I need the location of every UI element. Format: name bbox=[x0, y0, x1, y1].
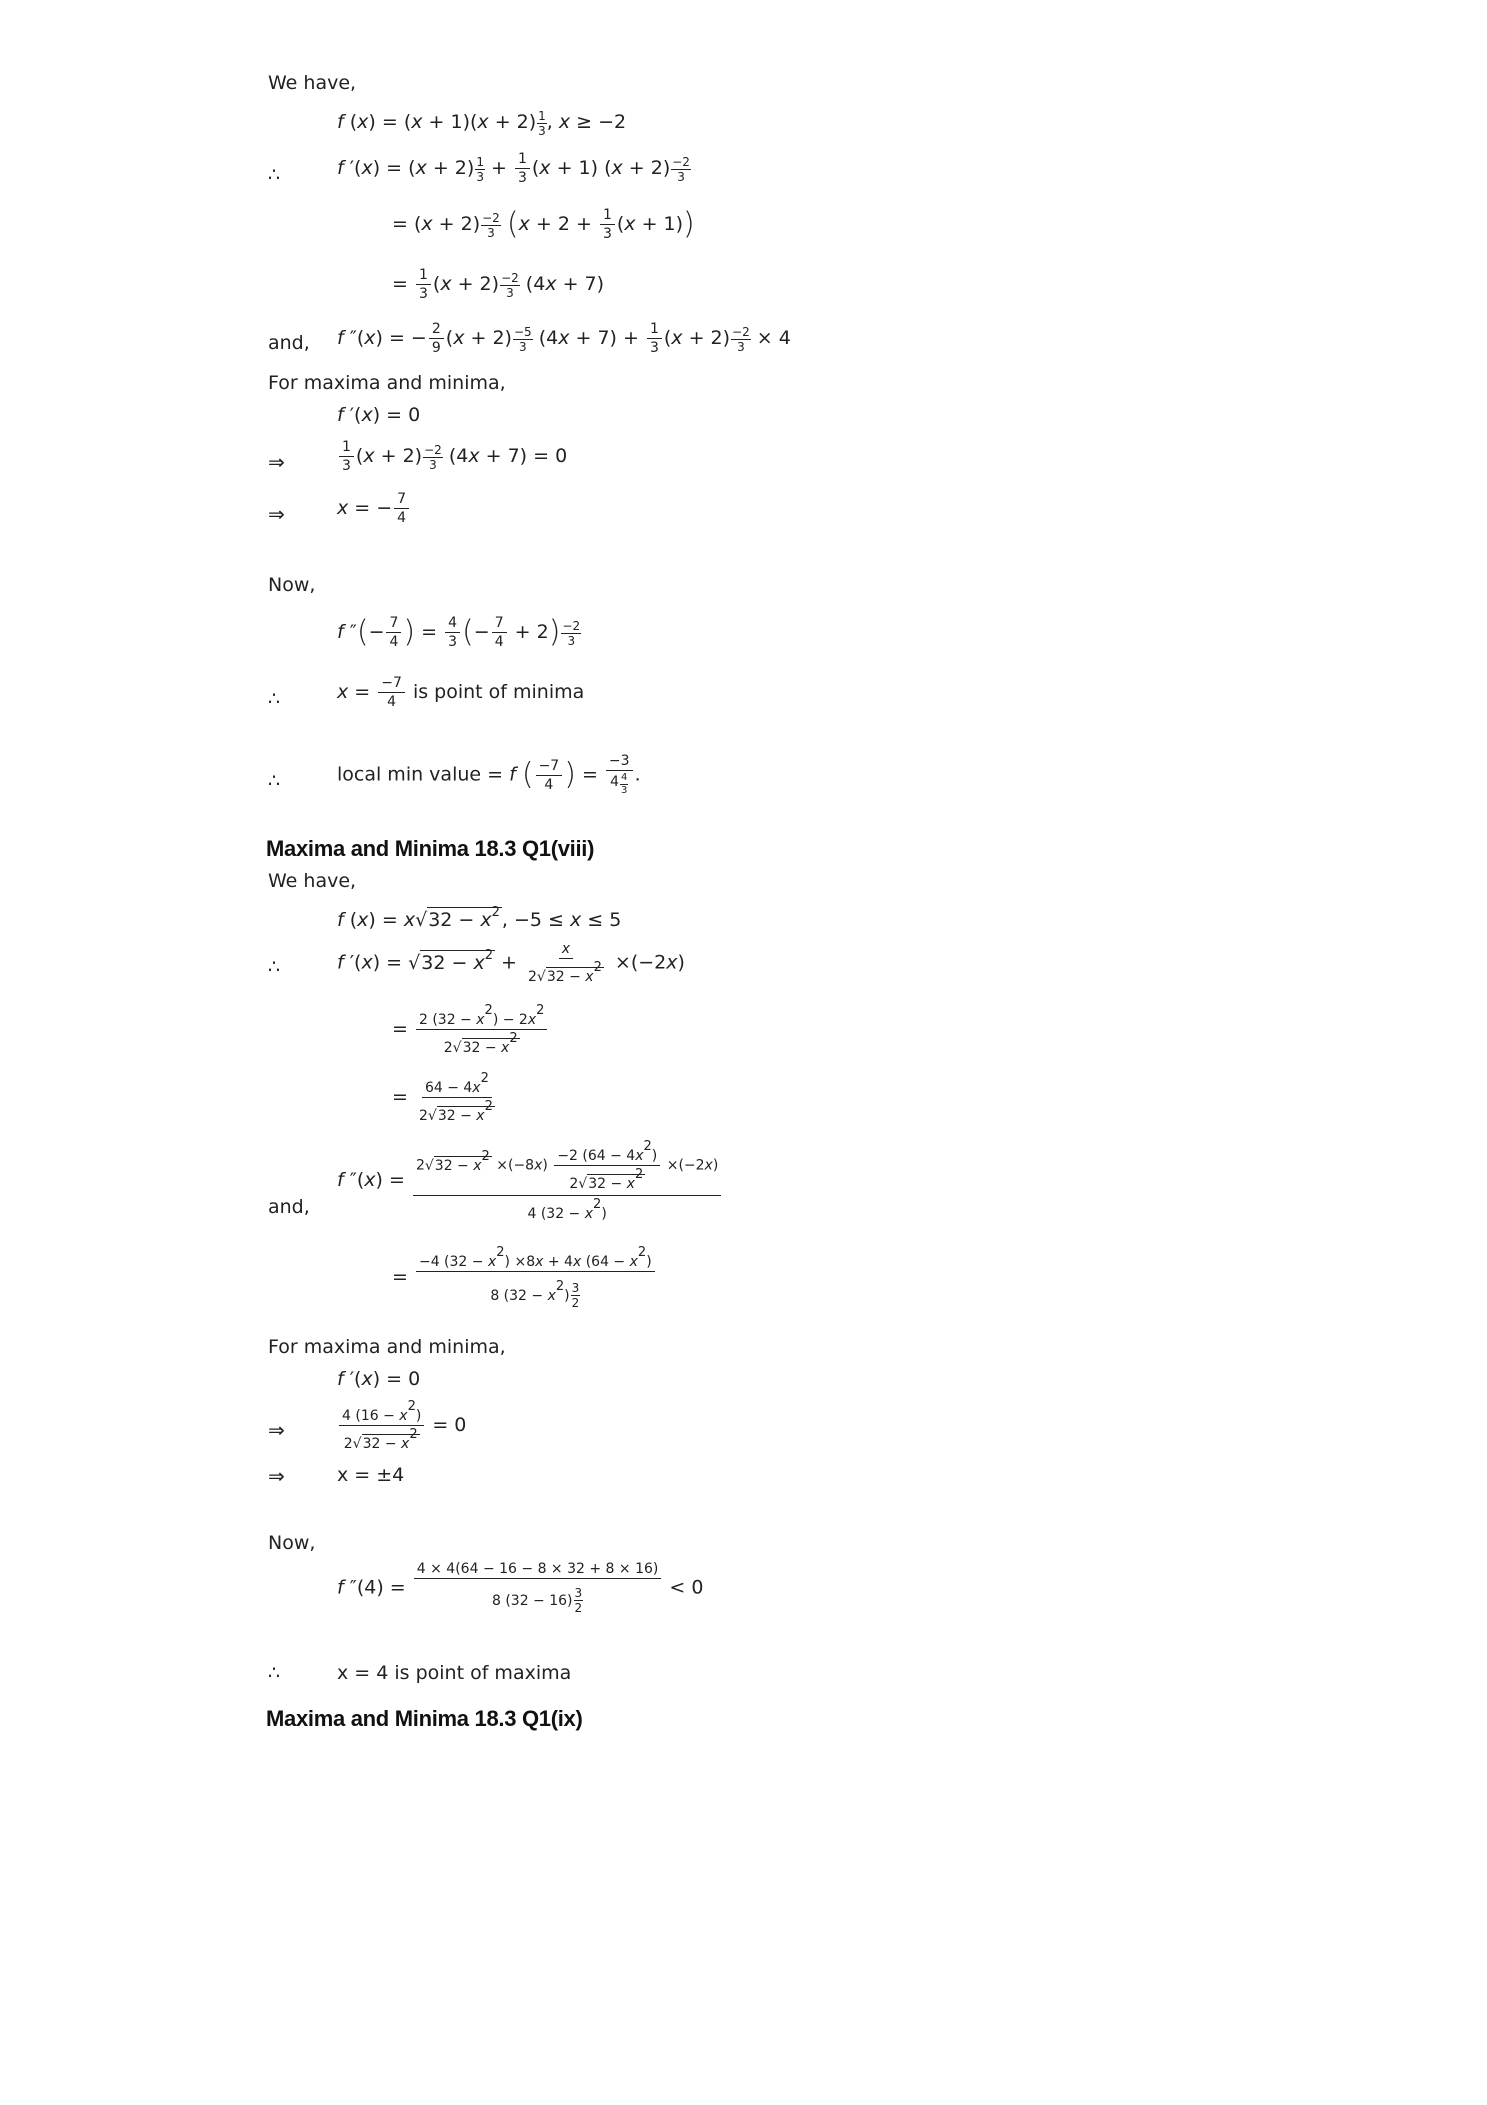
implies-symbol: ⇒ bbox=[268, 450, 285, 474]
implies-symbol: ⇒ bbox=[268, 1464, 285, 1488]
fprime-line-2: = (x + 2) $\frac{-2}{3}$ (x + 2 + $\frac{1}{3}$ (x + 1)) bbox=[392, 206, 695, 242]
fdouble-prime-at-point: f ″(− $\frac{7}{4}$ ) = $\frac{4}{3}$ (− $\frac{7}{4}$ + 2) $\frac{-2}{3}$ bbox=[337, 614, 581, 650]
minima-conclusion: x = $\frac{-7}{4}$ is point of minima bbox=[337, 675, 585, 710]
fprime-2-equals-zero: f ′(x) = 0 bbox=[337, 1368, 421, 1390]
we-have-label: We have, bbox=[268, 72, 357, 94]
therefore-symbol: ∴ bbox=[268, 688, 281, 710]
local-min-text: local min value = bbox=[337, 763, 504, 786]
therefore-symbol: ∴ bbox=[268, 164, 281, 186]
therefore-symbol: ∴ bbox=[268, 956, 281, 978]
for-maxima-minima-label: For maxima and minima, bbox=[268, 1336, 506, 1358]
now-label: Now, bbox=[268, 1532, 316, 1554]
implies-symbol: ⇒ bbox=[268, 502, 285, 526]
f-definition: f (x) = (x + 1)(x + 2) $\frac{1}{3}$ , x ≥ −2 bbox=[337, 109, 627, 138]
for-maxima-minima-label: For maxima and minima, bbox=[268, 372, 506, 394]
section-heading-viii: Maxima and Minima 18.3 Q1(viii) bbox=[266, 836, 595, 861]
maxima-conclusion bbox=[337, 1664, 571, 1683]
fprime-2-line-1: f ′(x) = √32 − x2 + $\frac{x}{2√32 - x2}$ ×(−2x) bbox=[337, 941, 685, 985]
now-label: Now, bbox=[268, 574, 316, 596]
critical-point: x = − $\frac{7}{4}$ bbox=[337, 492, 411, 525]
fprime-line-1: f ′(x) = (x + 2) $\frac{1}{3}$ + $\frac{1}{3}$ (x + 1) (x + 2) $\frac{-2}{3}$ bbox=[337, 151, 690, 186]
and-label: and, bbox=[268, 1196, 310, 1218]
therefore-symbol: ∴ bbox=[268, 770, 281, 792]
implies-symbol: ⇒ bbox=[268, 1418, 285, 1442]
f-definition-2: f (x) = x√32 − x2 , −5 ≤ x ≤ 5 bbox=[337, 905, 622, 931]
fprime-2-line-3: = $\frac{64 - 4x2}{2√32 - x2}$ bbox=[392, 1071, 493, 1124]
minima-conclusion-text: is point of minima bbox=[412, 681, 585, 703]
critical-points-2: x = ±4 bbox=[337, 1464, 405, 1486]
critical-equation: $\frac{1}{3}$ (x + 2) $\frac{-2}{3}$ (4x + 7) = 0 bbox=[337, 440, 567, 473]
fdouble-prime-at-4: f ″(4) = 4 × 4(64 − 16 − 8 × 32 + 8 × 16) 8 (32 − 16) $\frac{3}{2}$ < 0 bbox=[337, 1561, 704, 1615]
fdouble-prime-2: f ″(x) = 2√32 − x2 ×(−8x) $\frac{-2 (64 - 4x2)}{2√32 - x2}$ ×(−2x) 4 (32 − x2) bbox=[337, 1140, 723, 1221]
section-heading-ix: Maxima and Minima 18.3 Q1(ix) bbox=[266, 1706, 583, 1731]
fdouble-prime-2-simplified: = −4 (32 − x2) ×8x + 4x (64 − x2) 8 (32 − x2) $\frac{3}{2}$ bbox=[392, 1246, 657, 1309]
fdouble-prime: f ″(x) = − $\frac{2}{9}$ (x + 2) $\frac{-5}{3}$ (4x + 7) + $\frac{1}{3}$ (x + 2) $\frac{-2}{3}$ × 4 bbox=[337, 321, 791, 356]
fprime-line-3: = $\frac{1}{3}$ (x + 2) $\frac{-2}{3}$ (4x + 7) bbox=[392, 267, 605, 302]
maxima-conclusion-text: x = 4 is point of maxima bbox=[337, 1662, 572, 1684]
fprime-2-line-2: = $\frac{2 (32 - x2) - 2x2}{2√32 - x2}$ bbox=[392, 1004, 549, 1055]
therefore-symbol: ∴ bbox=[268, 1662, 281, 1684]
local-min-value: local min value = f ( $\frac{-7}{4}$ ) = −3 4 $\frac{4}{3}$ . bbox=[337, 753, 641, 796]
we-have-label: We have, bbox=[268, 870, 357, 892]
and-label: and, bbox=[268, 332, 310, 354]
fprime-equals-zero: f ′(x) = 0 bbox=[337, 404, 421, 426]
critical-equation-2: $\frac{4 (16 - x2)}{2√32 - x2}$ = 0 bbox=[337, 1400, 466, 1451]
